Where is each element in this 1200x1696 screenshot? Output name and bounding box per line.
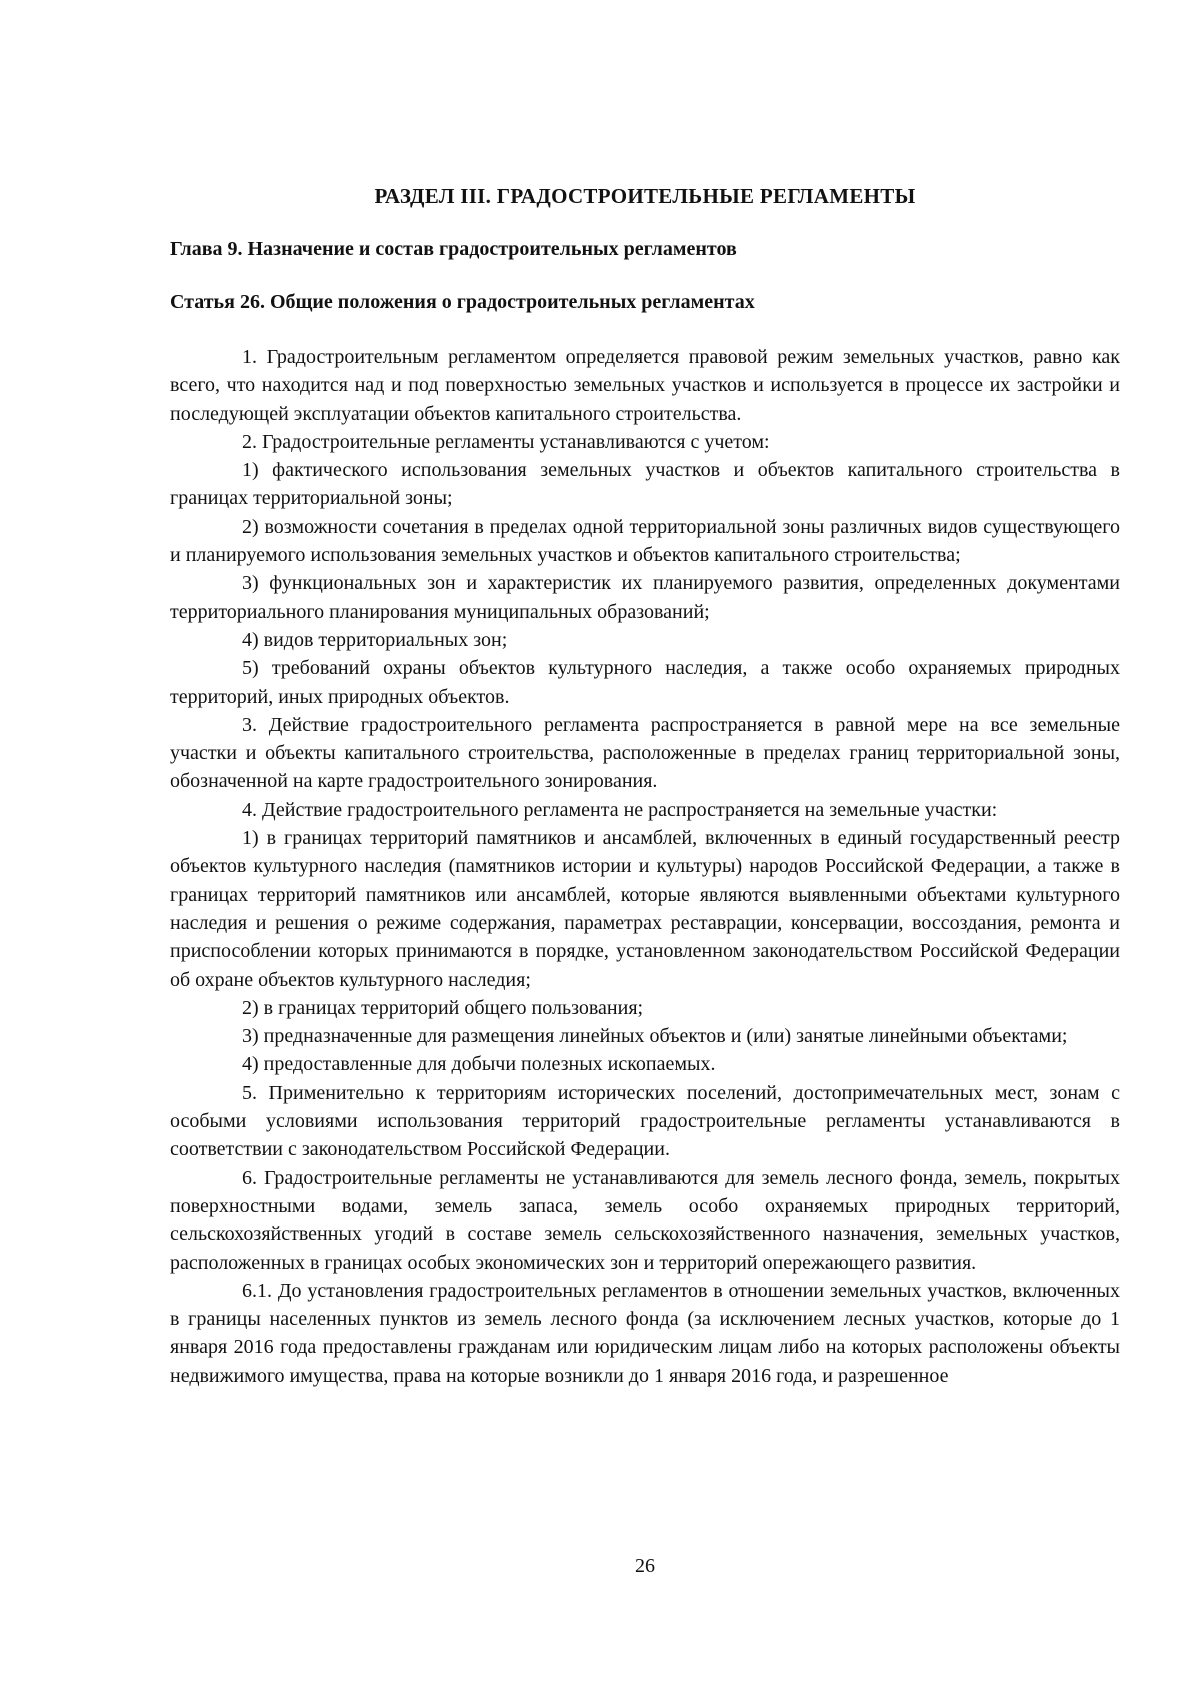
paragraph: 5. Применительно к территориям исторических поселений, достопримечательных мест, зонам с особыми условиями использования территорий градостроительные регламенты устанавливаются в соответствии с законодательством Российской Федерации. — [170, 1081, 1120, 1161]
paragraph: 2) в границах территорий общего пользования; — [242, 996, 644, 1019]
paragraph: 6.1. До установления градостроительных регламентов в отношении земельных участков, включенных в границы населенных пунктов из земель лесного фонда (за исключением лесных участков, которые до 1 января 2016 года предоставлены гражданам или юридическим лицам либо на которых расположены объекты недвижимого имущества, права на которые возникли до 1 января 2016 года, и разрешенное — [170, 1279, 1120, 1387]
section-title: РАЗДЕЛ III. ГРАДОСТРОИТЕЛЬНЫЕ РЕГЛАМЕНТЫ — [374, 184, 916, 208]
paragraph: 4) видов территориальных зон; — [242, 628, 508, 651]
document-page — [170, 0, 1120, 1696]
chapter-title: Глава 9. Назначение и состав градостроительных регламентов — [170, 238, 737, 260]
paragraph: 6. Градостроительные регламенты не устанавливаются для земель лесного фонда, земель, покрытых поверхностными водами, земель запаса, земель особо охраняемых природных территорий, сельскохозяйственных угодий в составе земель сельскохозяйственного назначения, земельных участков, расположенных в границах особых экономических зон и территорий опережающего развития. — [170, 1166, 1120, 1274]
paragraph: 2) возможности сочетания в пределах одной территориальной зоны различных видов существующего и планируемого использования земельных участков и объектов капитального строительства; — [170, 515, 1120, 567]
paragraph: 1) фактического использования земельных участков и объектов капитального строительства в границах территориальной зоны; — [170, 459, 1120, 510]
paragraph: 3. Действие градостроительного регламента распространяется в равной мере на все земельные участки и объекты капитального строительства, расположенные в пределах границ территориальной зоны, обозначенной на карте градостроительного зонирования. — [170, 713, 1120, 793]
paragraph: 3) предназначенные для размещения линейных объектов и (или) занятые линейными объектами; — [242, 1025, 1068, 1048]
page-number: 26 — [635, 1555, 655, 1577]
article-body — [170, 343, 1120, 1390]
paragraph: 4. Действие градостроительного регламента не распространяется на земельные участки: — [242, 798, 998, 821]
article-title: Статья 26. Общие положения о градостроительных регламентах — [170, 291, 755, 313]
paragraph: 1. Градостроительным регламентом определяется правовой режим земельных участков, равно как всего, что находится над и под поверхностью земельных участков и используется в процессе их застройки и последующей эксплуатации объектов капитального строительства. — [170, 346, 1120, 425]
paragraph: 5) требований охраны объектов культурного наследия, а также особо охраняемых природных территорий, иных природных объектов. — [170, 657, 1120, 708]
paragraph: 2. Градостроительные регламенты устанавливаются с учетом: — [242, 430, 770, 453]
paragraph: 3) функциональных зон и характеристик их планируемого развития, определенных документами территориального планирования муниципальных образований; — [170, 572, 1120, 623]
paragraph: 1) в границах территорий памятников и ансамблей, включенных в единый государственный реестр объектов культурного наследия (памятников истории и культуры) народов Российской Федерации, а также в границах территорий памятников или ансамблей, которые являются выявленными объектами культурного наследия и решения о режиме содержания, параметрах реставрации, консервации, воссоздания, ремонта и приспособлении которых принимаются в порядке, установленном законодательством Российской Федерации об охране объектов культурного наследия; — [170, 827, 1120, 991]
paragraph: 4) предоставленные для добычи полезных ископаемых. — [242, 1053, 716, 1076]
